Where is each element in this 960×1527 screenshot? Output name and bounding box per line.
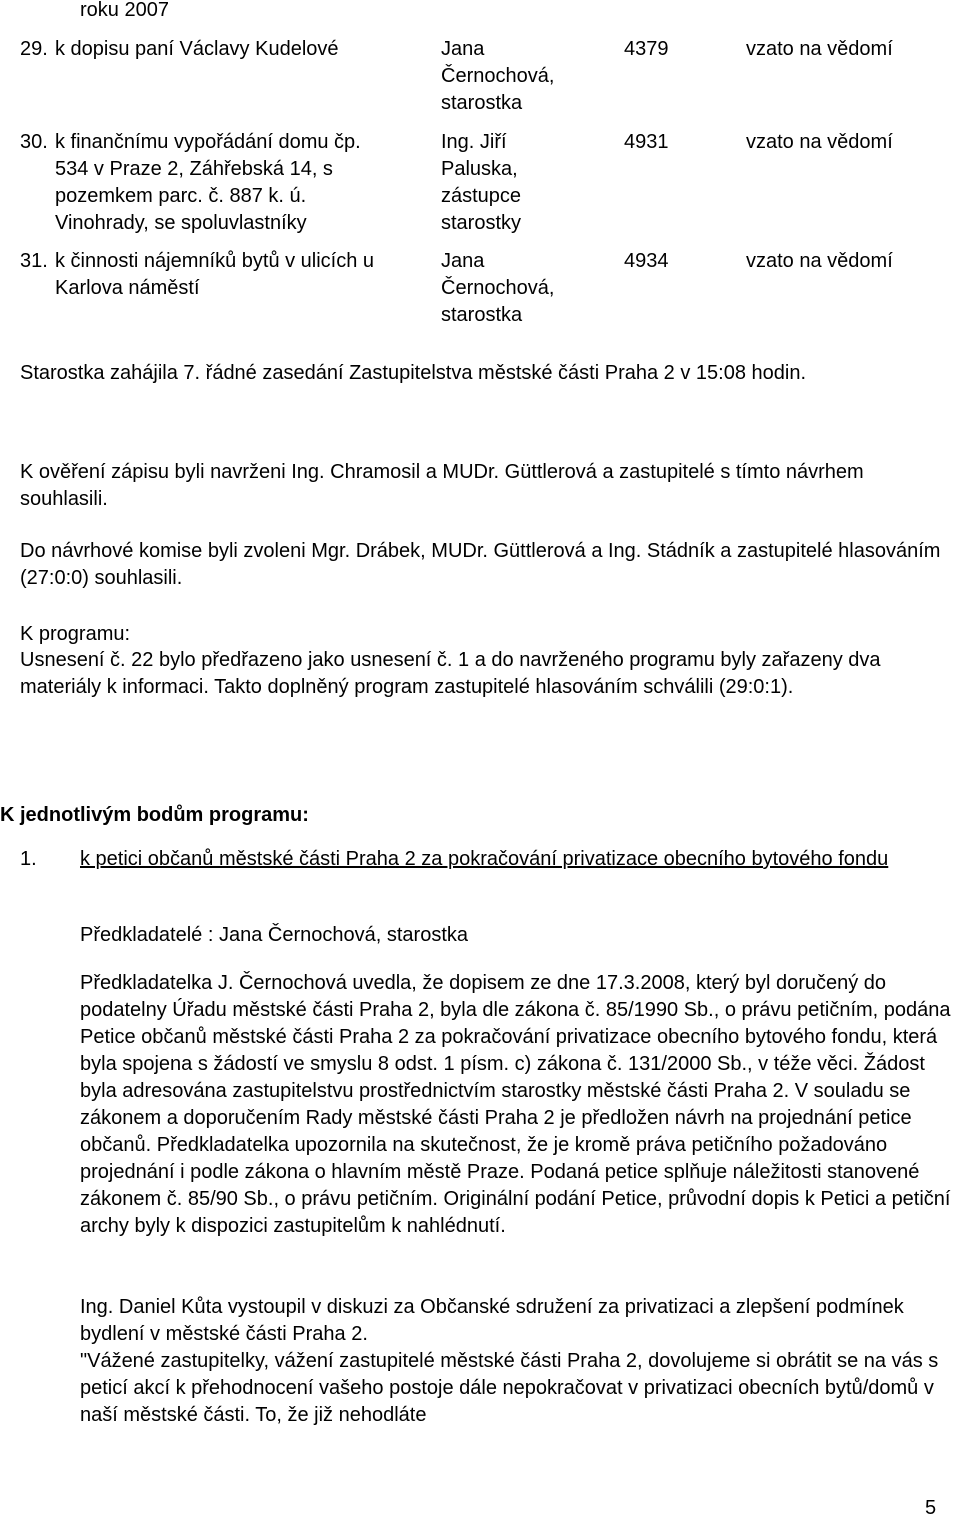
row-number: 29. bbox=[20, 38, 48, 60]
row-submitter: Jana Černochová, starostka bbox=[441, 38, 555, 114]
row-reference: 4931 bbox=[624, 131, 669, 153]
row-number: 31. bbox=[20, 250, 48, 272]
item-body-petition-quote: "Vážené zastupitelky, vážení zastupitelé městské části Praha 2, dovolujeme si obrátit se na vás s peticí akcí k přehodnocení vašeho postoje dále nepokračovat v privatizaci obecních bytů/domů v naší městské části. To, že již nehodláte bbox=[80, 1350, 939, 1426]
verifiers-paragraph: K ověření zápisu byli navrženi Ing. Chramosil a MUDr. Güttlerová a zastupitelé s tímto návrhem souhlasili. bbox=[20, 461, 864, 510]
program-label: K programu: bbox=[20, 623, 131, 645]
row-submitter: Jana Černochová, starostka bbox=[441, 250, 555, 326]
section-heading: K jednotlivým bodům programu: bbox=[0, 804, 309, 826]
page-number: 5 bbox=[925, 1497, 937, 1519]
row-subject: k finančnímu vypořádání domu čp. 534 v Praze 2, Záhřebská 14, s pozemkem parc. č. 887 k. ú. Vinohrady, se spoluvlastníky bbox=[55, 131, 361, 234]
top-fragment: roku 2007 bbox=[80, 0, 169, 21]
row-result: vzato na vědomí bbox=[746, 250, 893, 272]
item-body-discussion: Ing. Daniel Kůta vystoupil v diskuzi za Občanské sdružení za privatizaci a zlepšení podmínek bydlení v městské části Praha 2. bbox=[80, 1296, 904, 1345]
item-title: k petici občanů městské části Praha 2 za pokračování privatizace obecního bytového fondu bbox=[80, 848, 889, 870]
row-subject: k dopisu paní Václavy Kudelové bbox=[55, 38, 339, 60]
program-paragraph: Usnesení č. 22 bylo předřazeno jako usnesení č. 1 a do navrženého programu byly zařazeny dva materiály k informaci. Takto doplněný program zastupitelé hlasováním schválili (29:0:1). bbox=[20, 649, 881, 698]
item-submitters: Předkladatelé : Jana Černochová, starostka bbox=[80, 924, 468, 946]
opening-paragraph: Starostka zahájila 7. řádné zasedání Zastupitelstva městské části Praha 2 v 15:08 hodin. bbox=[20, 362, 806, 384]
item-number: 1. bbox=[20, 848, 37, 870]
row-submitter: Ing. Jiří Paluska, zástupce starostky bbox=[441, 131, 522, 234]
item-body-presentation: Předkladatelka J. Černochová uvedla, že dopisem ze dne 17.3.2008, který byl doručený do podatelny Úřadu městské části Praha 2, byla dle zákona č. 85/1990 Sb., o právu petičním, podána Petice občanů městské části Praha 2 za pokračování privatizace obecního bytového fondu, která byla spojena s žádostí ve smyslu 8 odst. 1 písm. c) zákona č. 131/2000 Sb., v téže věci. Žádost byla adresována zastupitelstvu prostřednictvím starostky městské části Praha 2. V souladu se zákonem a doporučením Rady městské části Praha 2 je předložen návrh na projednání petice občanů. Předkladatelka upozornila na skutečnost, že je kromě práva petičního požadováno projednání i podle zákona o hlavním městě Praze. Podaná petice splňuje náležitosti stanovené zákonem č. 85/90 Sb., o právu petičním. Originální podání Petice, průvodní dopis k Petici a petiční archy byly k dispozici zastupitelům k nahlédnutí. bbox=[80, 972, 951, 1237]
commission-paragraph: Do návrhové komise byli zvoleni Mgr. Drábek, MUDr. Güttlerová a Ing. Stádník a zastupitelé hlasováním (27:0:0) souhlasili. bbox=[20, 540, 941, 589]
row-result: vzato na vědomí bbox=[746, 38, 893, 60]
row-reference: 4379 bbox=[624, 38, 669, 60]
row-number: 30. bbox=[20, 131, 48, 153]
row-result: vzato na vědomí bbox=[746, 131, 893, 153]
row-subject: k činnosti nájemníků bytů v ulicích u Karlova náměstí bbox=[55, 250, 375, 299]
row-reference: 4934 bbox=[624, 250, 669, 272]
